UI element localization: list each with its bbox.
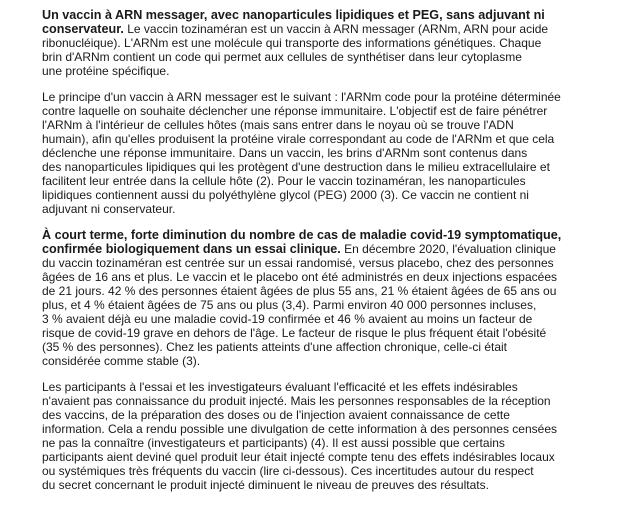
paragraph-line: de 21 jours. 42 % des personnes étaient âgées de plus 55 ans, 21 % étaient âgées de 65 ans ou xyxy=(42,284,557,298)
paragraph-line: lipidiques contiennent aussi du polyéthylène glycol (PEG) 2000 (3). Ce vaccin ne contient ni xyxy=(42,188,529,202)
paragraph-line: du secret concernant le produit injecté diminuent le niveau de preuves des résultats. xyxy=(42,478,489,492)
paragraph-line: (35 % des personnes). Chez les patients atteints d'une affection chronique, celle-ci était xyxy=(42,340,508,354)
paragraph-line: n'avaient pas connaissance du produit injecté. Mais les personnes responsables de la réception xyxy=(42,394,551,408)
paragraph-line xyxy=(42,242,612,256)
paragraph-line: Le principe d'un vaccin à ARN messager est le suivant : l'ARNm code pour la protéine déterminée xyxy=(42,90,561,104)
paragraph-line: plus, et 4 % étaient âgées de 75 ans ou plus (3,4). Parmi environ 40 000 personnes incluses, xyxy=(42,298,537,312)
paragraph-line: ou systémiques très fréquents du vaccin (lire ci-dessous). Ces incertitudes autour du respect xyxy=(42,464,534,478)
paragraph-line: ribonucléique). L'ARNm est une molécule qui transporte des informations génétiques. Chaque xyxy=(42,36,542,50)
paragraph-line: contre laquelle on souhaite déclencher une réponse immunitaire. L'objectif est de faire pénétrer xyxy=(42,104,548,118)
paragraph-line: déclenche une réponse immunitaire. Dans un vaccin, les brins d'ARNm sont contenus dans xyxy=(42,146,528,160)
paragraph-heading: À court terme, forte diminution du nombre de cas de maladie covid-19 symptomatique, xyxy=(42,228,562,242)
paragraph-text: En décembre 2020, l'évaluation clinique xyxy=(340,242,556,256)
paragraph-line: ne pas la connaître (investigateurs et participants) (4). Il est aussi possible que certains xyxy=(42,436,505,450)
paragraph-heading: Un vaccin à ARN messager, avec nanoparticules lipidiques et PEG, sans adjuvant ni xyxy=(42,8,545,22)
paragraph-heading: confirmée biologiquement dans un essai clinique. xyxy=(42,242,341,256)
paragraph-heading: conservateur. xyxy=(42,22,124,36)
paragraph-line: considérée comme stable (3). xyxy=(42,354,201,368)
paragraph-line: adjuvant ni conservateur. xyxy=(42,202,176,216)
paragraph-line: des nanoparticules lipidiques qui les protègent d'une destruction dans le milieu extracellulaire et xyxy=(42,160,550,174)
paragraph-line: humain), afin qu'elles produisent la protéine virale correspondant au code de l'ARNm et que cela xyxy=(42,132,555,146)
paragraph-line: du vaccin tozinaméran est centrée sur un essai randomisé, versus placebo, chez des personnes xyxy=(42,256,554,270)
paragraph-line: participants aient deviné quel produit leur était injecté compte tenu des effets indésirables locaux xyxy=(42,450,555,464)
paragraph-line: Les participants à l'essai et les investigateurs évaluant l'efficacité et les effets indésirables xyxy=(42,380,518,394)
paragraph-principle xyxy=(42,90,612,216)
paragraph-line: facilitent leur entrée dans la cellule hôte (2). Pour le vaccin tozinaméran, les nanoparticules xyxy=(42,174,526,188)
paragraph-line: une protéine spécifique. xyxy=(42,64,170,78)
paragraph-line: 3 % avaient déjà eu une maladie covid-19 confirmée et 46 % avaient au moins un facteur de xyxy=(42,312,533,326)
paragraph-text: Le vaccin tozinaméran est un vaccin à ARN messager (ARNm, ARN pour acide xyxy=(123,22,549,36)
paragraph-line: l'ARNm à l'intérieur de cellules hôtes (mais sans entrer dans le noyau où se trouve l'ADN xyxy=(42,118,514,132)
paragraph-line: âgées de 16 ans et plus. Le vaccin et le placebo ont été administrés en deux injections espacées xyxy=(42,270,557,284)
paragraph-line: brin d'ARNm contient un code qui permet aux cellules de synthétiser dans leur cytoplasme xyxy=(42,50,522,64)
paragraph-mrna-vaccine xyxy=(42,8,612,78)
paragraph-short-term-efficacy xyxy=(42,228,612,368)
paragraph-line xyxy=(42,22,612,36)
paragraph-line: risque de covid-19 grave en dehors de l'âge. Le facteur de risque le plus fréquent était l'obésité xyxy=(42,326,547,340)
paragraph-blinding xyxy=(42,380,612,492)
paragraph-line: information. Cela a rendu possible une divulgation de cette information à des personnes censées xyxy=(42,422,557,436)
paragraph-line: des vaccins, de la préparation des doses ou de l'injection avaient connaissance de cette xyxy=(42,408,510,422)
